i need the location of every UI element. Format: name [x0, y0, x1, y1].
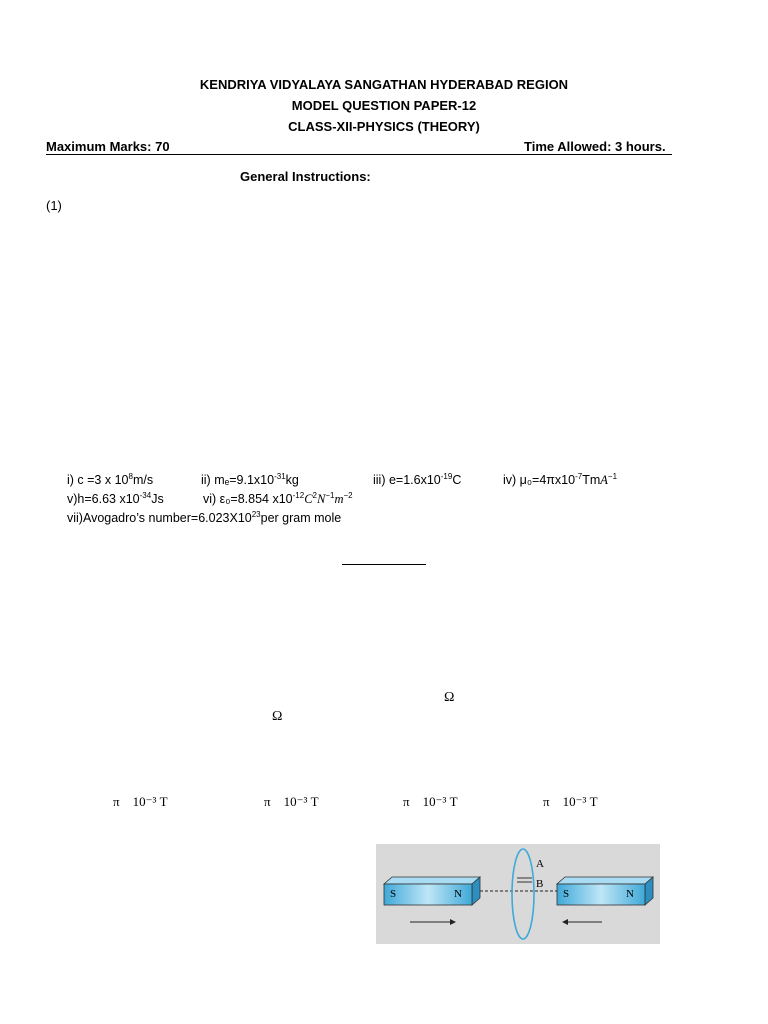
- instructions-heading: General Instructions:: [240, 169, 371, 184]
- right-bar-magnet: [557, 877, 653, 905]
- point-b-label: B: [536, 878, 544, 890]
- conducting-loop: [512, 849, 534, 939]
- constant-mu0: iv) $\mu_0=4\pi x10^{-7}TmA^{-1}$: [503, 472, 618, 488]
- max-marks: Maximum Marks: 70: [46, 139, 170, 154]
- class-title: CLASS-XII-PHYSICS (THEORY): [288, 119, 480, 134]
- option-c-value: π 10⁻³ T: [403, 794, 458, 809]
- instruction-item-1: (1): [46, 198, 62, 213]
- magnet-loop-diagram: [376, 844, 660, 944]
- constant-c: i) c =3 x $10^8m/s$: [67, 472, 154, 488]
- left-magnet-n-label: N: [454, 888, 462, 900]
- header-rule: [46, 154, 672, 155]
- left-magnet-s-label: S: [390, 888, 397, 900]
- separator-line: [342, 564, 426, 565]
- option-d-value: π 10⁻³ T: [543, 794, 598, 809]
- right-motion-arrow: [562, 919, 602, 925]
- constant-avogadro: vii)Avogadro’s $number=6.023X10^{23}per$ gram mole: [67, 510, 342, 526]
- omega-symbol: Ω: [444, 690, 455, 705]
- constant-e: iii) $e=1.6x10^{-19}C$: [373, 472, 462, 488]
- left-motion-arrow: [410, 919, 456, 925]
- point-a-label: A: [536, 858, 544, 870]
- magnet-loop-figure: [376, 844, 660, 944]
- left-bar-magnet: [384, 877, 480, 905]
- right-magnet-n-label: N: [626, 888, 634, 900]
- option-a-value: π 10⁻³ T: [113, 794, 168, 809]
- right-magnet-s-label: S: [563, 888, 570, 900]
- constant-eps0: vi) ε₀=8.854 $x10^{-12}C^2N^{-1}m^{-2}$: [203, 491, 353, 507]
- option-b-value: π 10⁻³ T: [264, 794, 319, 809]
- omega-symbol: Ω: [272, 709, 283, 724]
- constant-h: v)h=6.63 $x10^{-34}Js$: [67, 491, 164, 507]
- school-title: KENDRIYA VIDYALAYA SANGATHAN HYDERABAD REGION: [199, 77, 569, 92]
- time-allowed: Time Allowed: 3 hours.: [524, 139, 666, 154]
- constant-me: ii) $m_e=9.1x10^{-31}kg$: [201, 472, 299, 488]
- paper-title: MODEL QUESTION PAPER-12: [291, 98, 477, 113]
